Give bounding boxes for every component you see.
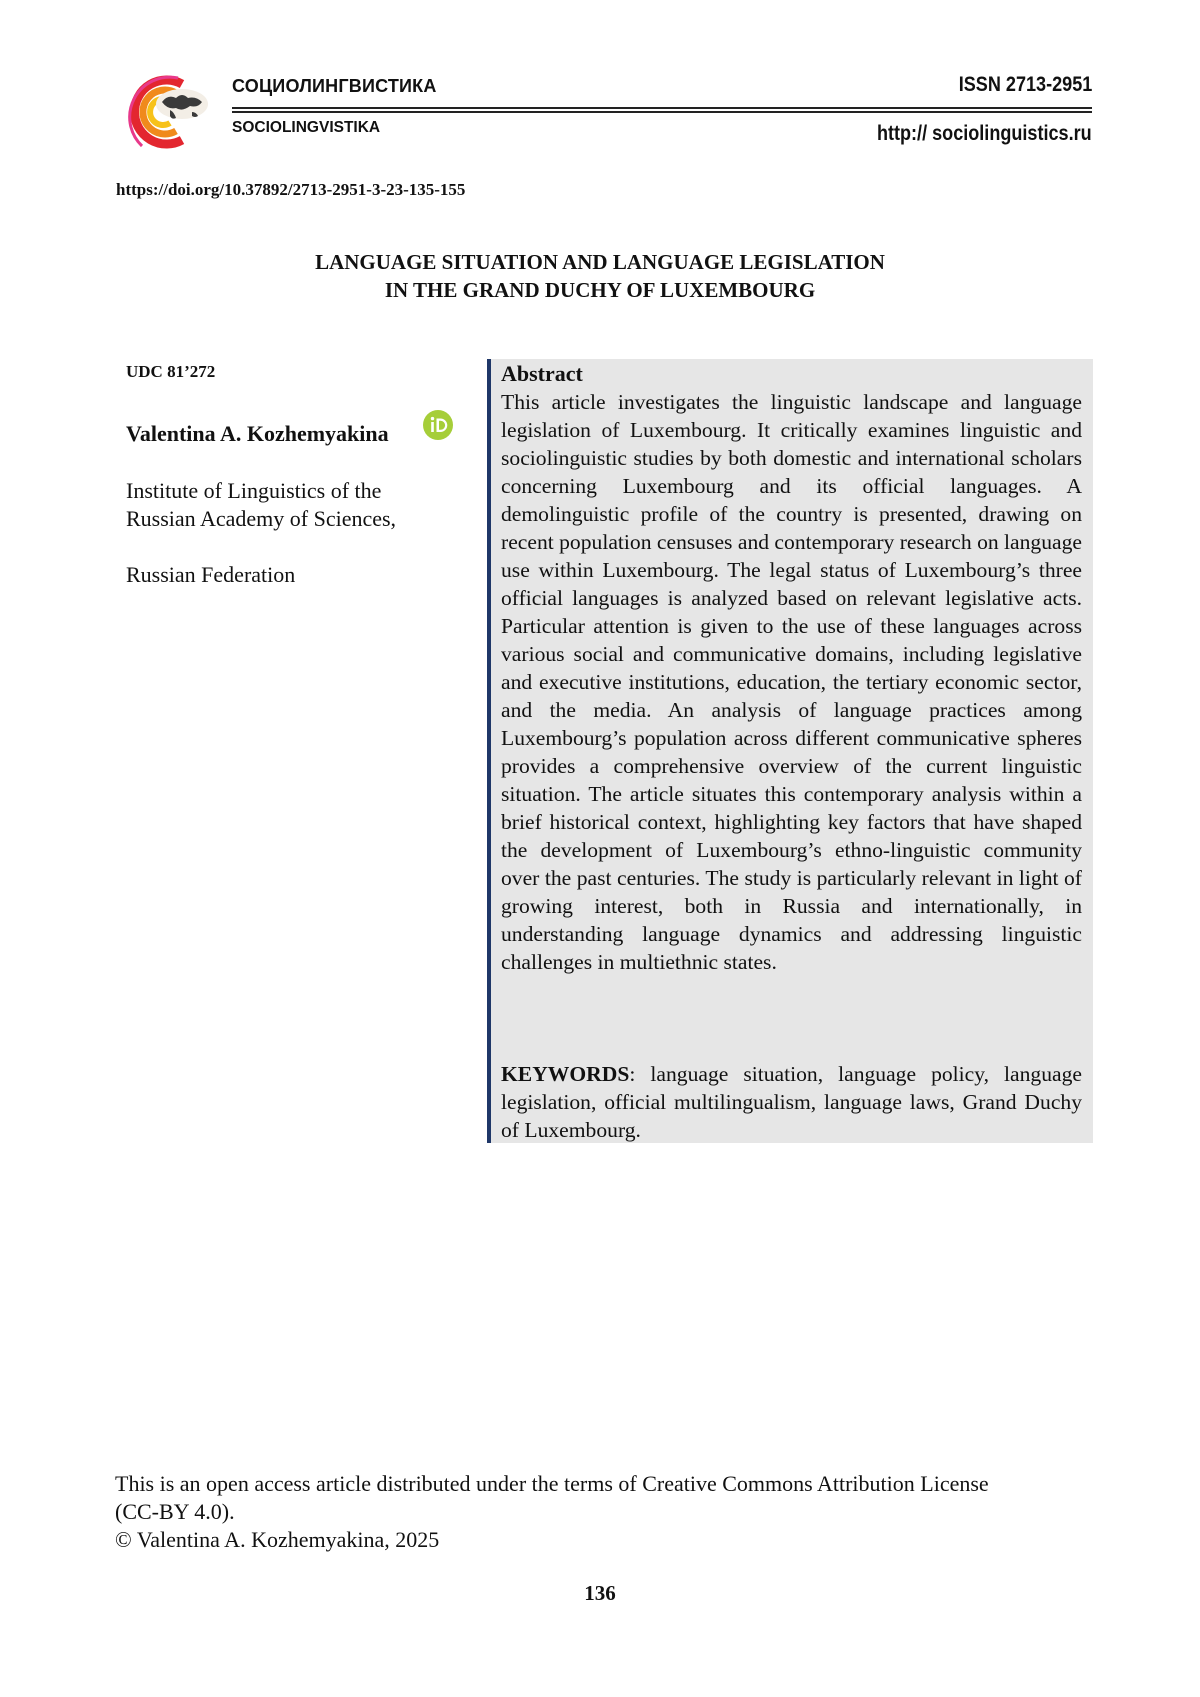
- journal-url-link[interactable]: http:// sociolinguistics.ru: [877, 122, 1092, 145]
- copyright-notice: © Valentina A. Kozhemyakina, 2025: [115, 1527, 440, 1552]
- article-title-line-2: IN THE GRAND DUCHY OF LUXEMBOURG: [384, 278, 816, 302]
- header-rule-bottom: [232, 111, 1092, 113]
- udc-code: UDC 81’272: [126, 362, 216, 381]
- keywords-paragraph: [501, 1060, 1082, 1144]
- journal-logo-icon: [112, 74, 212, 150]
- issn-label: ISSN 2713-2951: [958, 73, 1092, 96]
- keywords-list: : language situation, language policy, language legislation, official multilingualism, language laws, Grand Duchy of Luxembourg.: [501, 1062, 1082, 1142]
- keywords-label: KEYWORDS: [501, 1062, 630, 1086]
- header-rule-top: [232, 107, 1092, 109]
- orcid-icon[interactable]: [423, 410, 453, 440]
- page-number: 136: [584, 1581, 616, 1605]
- abstract-text: This article investigates the linguistic landscape and language legislation of Luxembourg. It critically examines linguistic and sociolinguistic studies by both domestic and international scholars concerning Luxembourg and its official languages. A demolinguistic profile of the country is presented, drawing on recent population censuses and contemporary research on language use within Luxembourg. The legal status of Luxembourg’s three official languages is analyzed based on relevant legislative acts. Particular attention is given to the use of these languages across various social and communicative domains, including legislative and executive institutions, education, the tertiary economic sector, and the media. An analysis of language practices among Luxembourg’s population across different communicative spheres provides a comprehensive overview of the current linguistic situation. The article situates this contemporary analysis within a brief historical context, highlighting key factors that have shaped the development of Luxembourg’s ethno-linguistic community over the past centuries. The study is particularly relevant in light of growing interest, both in Russia and internationally, in understanding language dynamics and addressing linguistic challenges in multiethnic states.: [501, 390, 1082, 974]
- article-title-line-1: LANGUAGE SITUATION AND LANGUAGE LEGISLATION: [315, 250, 885, 274]
- author-name: Valentina A. Kozhemyakina: [126, 421, 389, 446]
- affiliation-line-1: Institute of Linguistics of the: [126, 478, 382, 503]
- license-notice: This is an open access article distributed under the terms of Creative Commons Attribution License (CC-BY 4.0).: [115, 1471, 989, 1524]
- journal-title-en: SOCIOLINGVISTIKA: [232, 119, 381, 136]
- abstract-heading: Abstract: [501, 361, 583, 386]
- affiliation-line-2: Russian Academy of Sciences,: [126, 506, 397, 531]
- journal-title-ru: СОЦИОЛИНГВИСТИКА: [232, 76, 437, 96]
- author-country: Russian Federation: [126, 562, 296, 587]
- doi-link[interactable]: https://doi.org/10.37892/2713-2951-3-23-135-155: [116, 180, 466, 199]
